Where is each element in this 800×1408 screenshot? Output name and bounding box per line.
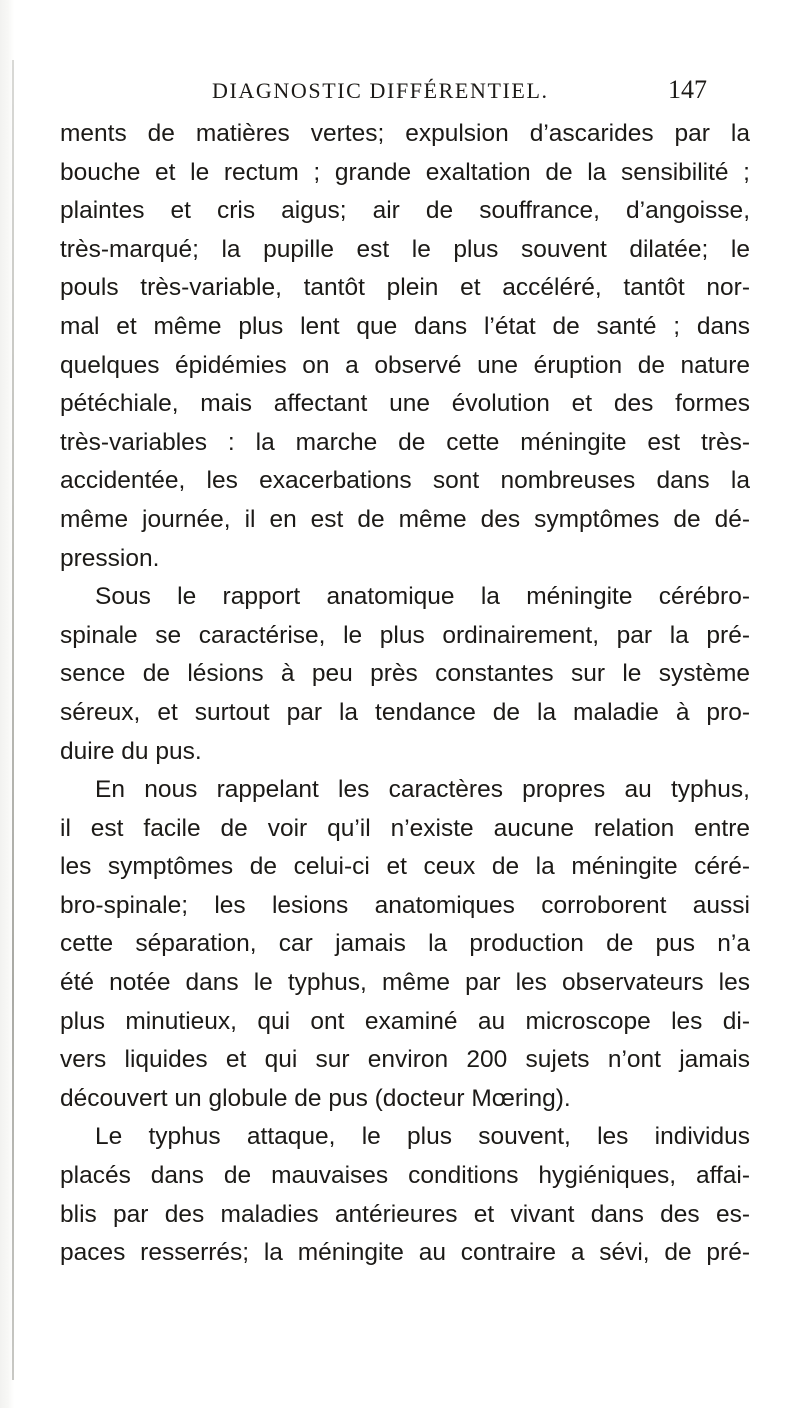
text-line: il est facile de voir qu’il n’existe aucune relation entre	[60, 814, 750, 842]
text-line: plus minutieux, qui ont examiné au microscope les di-	[60, 1007, 750, 1035]
text-line: découvert un globule de pus (docteur Mœring).	[60, 1084, 571, 1112]
page-header	[0, 75, 800, 112]
text-line: accidentée, les exacerbations sont nombreuses dans la	[60, 467, 750, 495]
text-line: bro-spinale; les lesions anatomiques corroborent aussi	[60, 891, 750, 919]
text-line: pétéchiale, mais affectant une évolution et des formes	[60, 390, 750, 418]
text-line: placés dans de mauvaises conditions hygiéniques, affai-	[60, 1162, 750, 1190]
text-line: vers liquides et qui sur environ 200 sujets n’ont jamais	[60, 1046, 750, 1074]
text-line: pression.	[60, 544, 160, 572]
text-line: blis par des maladies antérieures et vivant dans des es-	[60, 1200, 750, 1228]
text-line: même journée, il en est de même des symptômes de dé-	[60, 505, 750, 533]
text-line: paces resserrés; la méningite au contraire a sévi, de pré-	[60, 1239, 750, 1267]
text-line: mal et même plus lent que dans l’état de santé ; dans	[60, 312, 750, 340]
text-line: sence de lésions à peu près constantes sur le système	[60, 660, 750, 688]
text-line: Sous le rapport anatomique la méningite cérébro-	[95, 583, 750, 611]
text-line: quelques épidémies on a observé une éruption de nature	[60, 351, 750, 379]
text-line: ments de matières vertes; expulsion d’ascarides par la	[60, 120, 750, 147]
page-gutter	[0, 0, 14, 1408]
text-line: très-marqué; la pupille est le plus souvent dilatée; le	[60, 235, 750, 263]
text-line: été notée dans le typhus, même par les observateurs les	[60, 969, 750, 997]
text-line: En nous rappelant les caractères propres au typhus,	[95, 776, 750, 804]
text-line: pouls très-variable, tantôt plein et accéléré, tantôt nor-	[60, 274, 750, 302]
text-line: séreux, et surtout par la tendance de la maladie à pro-	[60, 698, 750, 726]
text-line: duire du pus.	[60, 737, 202, 765]
text-line: plaintes et cris aigus; air de souffrance, d’angoisse,	[60, 197, 750, 225]
text-body	[60, 115, 750, 1273]
binding-edge	[12, 60, 14, 1380]
text-line: cette séparation, car jamais la production de pus n’a	[60, 930, 750, 958]
text-line: Le typhus attaque, le plus souvent, les individus	[95, 1123, 750, 1151]
text-line: bouche et le rectum ; grande exaltation de la sensibilité ;	[60, 158, 750, 186]
running-title: DIAGNOSTIC DIFFÉRENTIEL.	[212, 78, 549, 103]
page-number: 147	[668, 75, 707, 104]
text-line: spinale se caractérise, le plus ordinairement, par la pré-	[60, 621, 750, 649]
text-line: les symptômes de celui-ci et ceux de la méningite céré-	[60, 853, 750, 881]
text-line: très-variables : la marche de cette méningite est très-	[60, 428, 750, 456]
